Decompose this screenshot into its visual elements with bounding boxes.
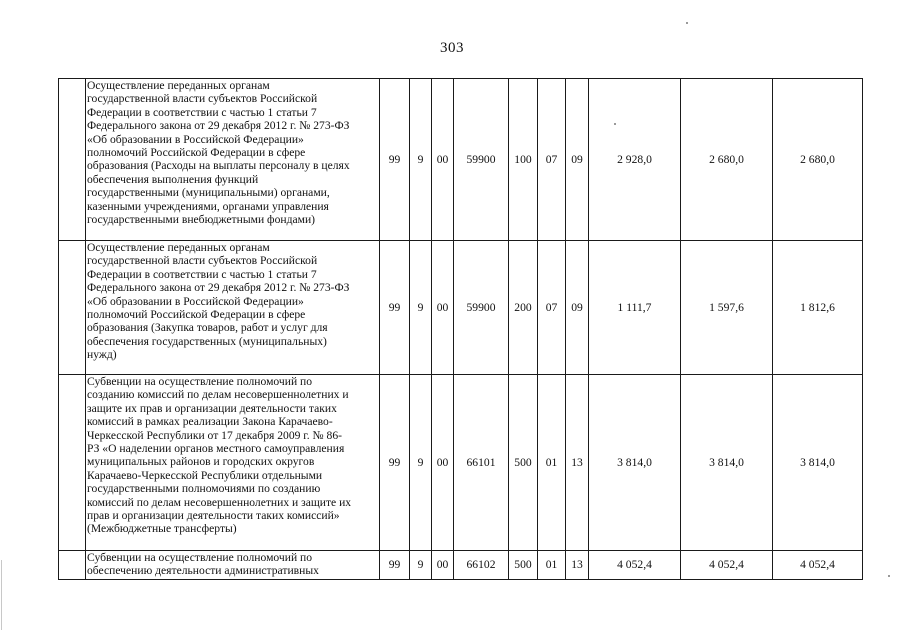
subsection-code: 13 xyxy=(566,551,589,580)
main-event-code: 00 xyxy=(432,551,454,580)
empty-cell xyxy=(59,551,86,580)
direction-code: 59900 xyxy=(454,79,509,241)
expense-description: Осуществление переданных органам государственной власти субъектов Российской Федерации в соответствии с частью 1 статьи 7 Федерального закона от 29 декабря 2012 г. № 273-ФЗ «Об образовании в Российской Федерации» полномочий Российской Федерации в сфере образования (Закупка товаров, работ и услуг для обеспечения государственных (муниципальных) нужд) xyxy=(86,241,380,375)
program-code: 99 xyxy=(380,551,410,580)
amount-year-2: 3 814,0 xyxy=(681,375,773,551)
section-code: 01 xyxy=(538,551,566,580)
empty-cell xyxy=(59,241,86,375)
amount-year-2: 1 597,6 xyxy=(681,241,773,375)
scan-speck xyxy=(686,22,688,24)
empty-cell xyxy=(59,79,86,241)
direction-code: 59900 xyxy=(454,241,509,375)
section-code: 07 xyxy=(538,241,566,375)
expense-type-code: 500 xyxy=(509,551,538,580)
scan-edge xyxy=(1,560,2,630)
main-event-code: 00 xyxy=(432,241,454,375)
expense-type-code: 200 xyxy=(509,241,538,375)
subprogram-code: 9 xyxy=(410,79,432,241)
subprogram-code: 9 xyxy=(410,241,432,375)
program-code: 99 xyxy=(380,241,410,375)
section-code: 07 xyxy=(538,79,566,241)
program-code: 99 xyxy=(380,79,410,241)
table-row xyxy=(59,79,863,241)
main-event-code: 00 xyxy=(432,375,454,551)
amount-year-2: 4 052,4 xyxy=(681,551,773,580)
main-event-code: 00 xyxy=(432,79,454,241)
subprogram-code: 9 xyxy=(410,375,432,551)
budget-table xyxy=(58,78,863,580)
subsection-code: 09 xyxy=(566,79,589,241)
expense-description: Субвенции на осуществление полномочий по обеспечению деятельности административных xyxy=(86,551,380,580)
expense-type-code: 500 xyxy=(509,375,538,551)
amount-year-3: 1 812,6 xyxy=(773,241,863,375)
subsection-code: 13 xyxy=(566,375,589,551)
table-row xyxy=(59,375,863,551)
page-number: 303 xyxy=(440,40,464,56)
expense-description: Осуществление переданных органам государственной власти субъектов Российской Федерации в соответствии с частью 1 статьи 7 Федерального закона от 29 декабря 2012 г. № 273-ФЗ «Об образовании в Российской Федерации» полномочий Российской Федерации в сфере образования (Расходы на выплаты персоналу в целях обеспечения выполнения функций государственными (муниципальными) органами, казенными учреждениями, органами управления государственными внебюджетными фондами) xyxy=(86,79,380,241)
program-code: 99 xyxy=(380,375,410,551)
amount-year-3: 2 680,0 xyxy=(773,79,863,241)
amount-year-1: 3 814,0 xyxy=(589,375,681,551)
expense-type-code: 100 xyxy=(509,79,538,241)
subprogram-code: 9 xyxy=(410,551,432,580)
scan-speck xyxy=(888,575,890,577)
direction-code: 66102 xyxy=(454,551,509,580)
subsection-code: 09 xyxy=(566,241,589,375)
amount-year-1: 1 111,7 xyxy=(589,241,681,375)
direction-code: 66101 xyxy=(454,375,509,551)
table-row xyxy=(59,551,863,580)
table-row xyxy=(59,241,863,375)
amount-year-2: 2 680,0 xyxy=(681,79,773,241)
amount-year-1: 2 928,0 xyxy=(589,79,681,241)
amount-year-3: 4 052,4 xyxy=(773,551,863,580)
amount-year-3: 3 814,0 xyxy=(773,375,863,551)
empty-cell xyxy=(59,375,86,551)
expense-description: Субвенции на осуществление полномочий по созданию комиссий по делам несовершеннолетних и защите их прав и организации деятельности таких комиссий в рамках реализации Закона Карачаево- Черкесской Республики от 17 декабря 2009 г. № 86- РЗ «О наделении органов местного самоуправления муниципальных районов и городских округов Карачаево-Черкесской Республики отдельными государственными полномочиями по созданию комиссий по делам несовершеннолетних и защите их прав и организации деятельности таких комиссий» (Межбюджетные трансферты) xyxy=(86,375,380,551)
amount-year-1: 4 052,4 xyxy=(589,551,681,580)
scan-speck xyxy=(614,123,616,125)
section-code: 01 xyxy=(538,375,566,551)
